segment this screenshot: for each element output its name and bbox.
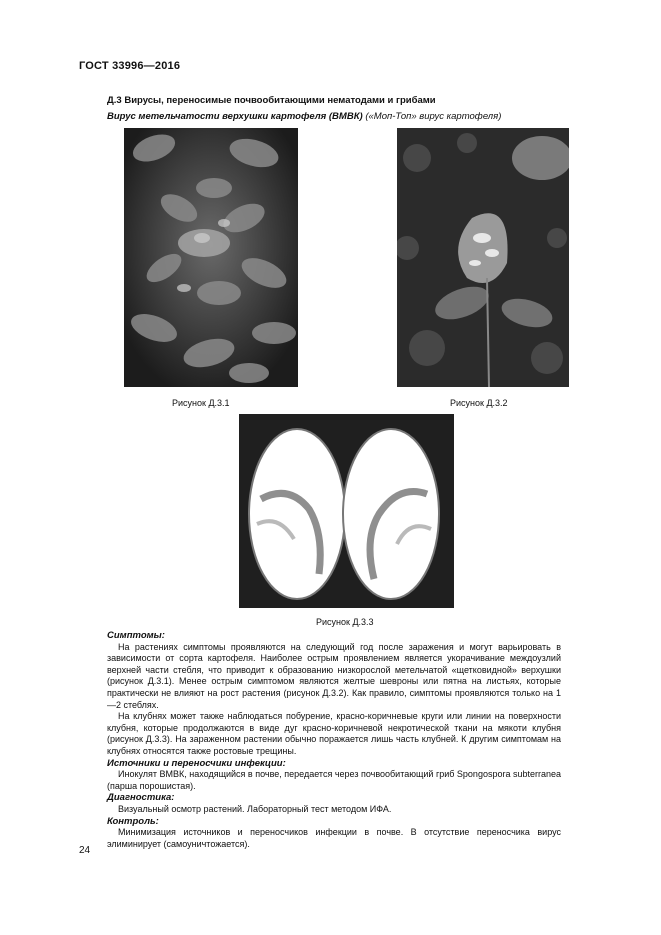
symptoms-paragraph-2: На клубнях может также наблюдаться побурение, красно-коричневые круги или линии на поверхности клубня, которые продолжаются в виде дуг красно-коричневой некротической ткани на мякоти клубня (рисунок Д.3.3). На зараженном растении обычно поражается лишь часть клубней. К другим симптомам на клубнях относятся также ростовые трещины. [107, 711, 561, 756]
figure-d33-photo [239, 414, 454, 608]
section-title: Д.3 Вирусы, переносимые почвообитающими нематодами и грибами [107, 95, 436, 106]
potato-plant-image [124, 128, 298, 387]
page-number: 24 [79, 845, 91, 856]
sources-paragraph: Инокулят ВМВК, находящийся в почве, передается через почвообитающий гриб Spongospora subterranea (парша порошистая). [107, 769, 561, 791]
symptoms-heading: Симптомы: [107, 630, 165, 641]
infected-leaf-image [397, 128, 569, 387]
symptoms-paragraph-1: На растениях симптомы проявляются на следующий год после заражения и могут варьировать в зависимости от сорта картофеля. Наиболее острым проявлением является укорачивание междоузлий верхней части стебля, что приводит к образованию низкорослой метельчатой «щетковидной» верхушки (рисунок Д.3.1). Менее острым симптомом являются желтые шевроны или пятна на листьях, которые практически не влияют на рост растения (рисунок Д.3.2). Как правило, симптомы проявляются только на 1—2 стеблях. [107, 641, 561, 710]
section-subtitle [107, 111, 501, 122]
body-text [107, 630, 561, 850]
virus-name: Вирус метельчатости верхушки картофеля (ВМВК) [107, 111, 363, 122]
figure-d32-caption: Рисунок Д.3.2 [450, 398, 508, 408]
diagnostics-paragraph: Визуальный осмотр растений. Лабораторный тест методом ИФА. [118, 803, 392, 814]
standard-header: ГОСТ 33996—2016 [79, 60, 181, 72]
virus-alias: («Моп-Топ» вирус картофеля) [362, 111, 502, 122]
sources-heading: Источники и переносчики инфекции: [107, 757, 286, 769]
diagnostics-heading: Диагностика: [107, 792, 175, 804]
control-paragraph: Минимизация источников и переносчиков инфекции в почве. В отсутствие переносчика вирус элиминирует (самоуничтожается). [107, 827, 561, 849]
figure-d31-caption: Рисунок Д.3.1 [172, 398, 230, 408]
control-heading: Контроль: [107, 815, 159, 827]
tuber-section-image [239, 414, 454, 608]
figure-d33-caption: Рисунок Д.3.3 [316, 617, 374, 627]
figure-d32-photo [397, 128, 569, 387]
figure-d31-photo [124, 128, 298, 387]
